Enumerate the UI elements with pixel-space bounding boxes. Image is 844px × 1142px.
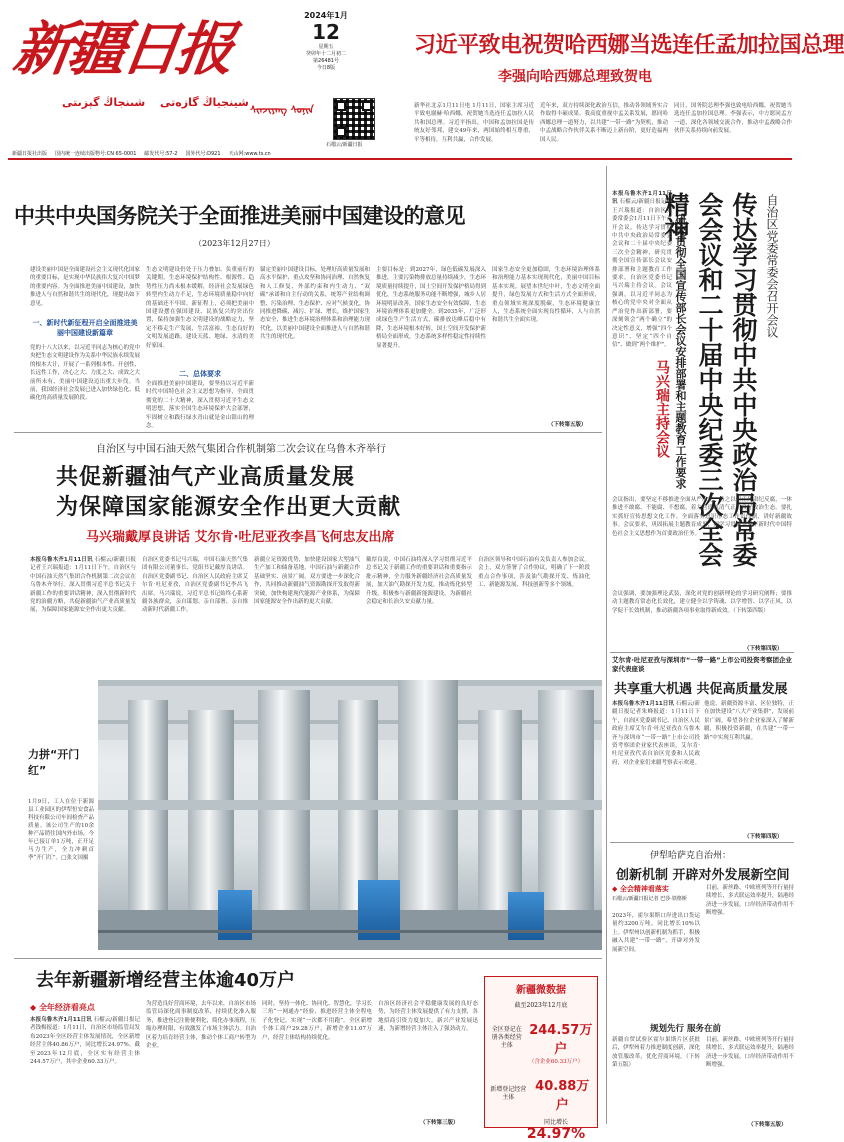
side1-lead: 本报乌鲁木齐1月11日讯: [612, 701, 674, 707]
photo-caption-box: [28, 680, 94, 950]
right-vertical-sub: 研究贯彻全国宣传部长会议安排部署和主题教育工作要求: [674, 214, 687, 489]
right-col2: 会议指出，要坚定不移推进全面从严治党，持之以恒正风肃纪反腐，一体推进不敢腐、不能腐、不想腐，着力营造风清气正的良好政治生态。要扎实抓好宣传思想文化工作，全面落实意识形态工作责任制，讲好新疆故事。会议要求，巩固拓展主题教育成果，把学习贯彻习近平新时代中国特色社会主义思想作为首要政治任务。: [612, 497, 792, 537]
oil-headline-2: 为保障国家能源安全作出更大贡献: [56, 494, 402, 520]
side2-tag: [612, 884, 669, 894]
divider-photo: [14, 958, 602, 959]
oil-lead: 本报乌鲁木齐1月11日讯: [30, 557, 93, 563]
info-website: 天山网:www.ts.cn: [228, 151, 271, 157]
divider-right-1: [610, 652, 794, 653]
divider-main: [14, 432, 602, 433]
issue-number: 第26481号: [313, 58, 339, 64]
bottom-col4: 自治区经济社会平稳健康发展的良好态势，为经营主体发展提供了有力支撑，各地招商引资力度加大，新兴产业发展迅速，为新增经营主体注入了强劲动力。: [378, 1001, 478, 1033]
right-bottom: 会议强调，要加强理论武装，深化对党的创新理论的学习研究阐释；要推动主题教育常态化长效化，建立健全以学铸魂、以学增智、以学正风、以学促干长效机制，推动新疆各项事业取得新成效。（下转第四版）: [612, 591, 792, 614]
info-foreign: 国外代号:D921: [185, 151, 221, 157]
oil-col2: 自治区党委书记马兴瑞，中国石油天然气集团有限公司董事长、党组书记戴厚良讲话。自治区党委副书记、自治区人民政府主席艾尔肯·吐尼亚孜，自治区党委副书记李昌飞出席。马兴瑞说，习近平总书记始终心系新疆各族群众，亲自谋划、亲自部署、亲自推动新时代新疆工作。: [142, 557, 248, 614]
bottom-col1: [30, 1016, 140, 1128]
oil-col4: 戴厚良说，中国石油将深入学习贯彻习近平总书记关于新疆工作的重要讲话和重要指示批示精神，全力服务新疆经济社会高质量发展，加大油气勘探开发力度，推动炼化转型升级，积极参与新疆新能源建设，为新疆社会稳定和长治久安贡献力量。: [366, 557, 472, 606]
oil-col1-text: 石榴云/新疆日报记者王兴瑞报道：1月11日下午，自治区与中国石油天然气集团合作机制第二次会议在乌鲁木齐举行。深入贯彻习近平总书记关于新疆工作的重要讲话精神，深入贯彻新时代党的治疆方略，共促新疆油气产业高质量发展，为保障国家能源安全作出更大贡献。: [30, 557, 137, 614]
bottom-continued: （下转第三版）: [420, 1120, 459, 1126]
main-intro: 建设美丽中国是全面建设社会主义现代化国家的重要目标，是实现中华民族伟大复兴中国梦的重要内容。为全面推进美丽中国建设，加快推进人与自然和谐共生的现代化，现提出如下意见。: [30, 267, 141, 307]
factory-photo: [98, 680, 602, 950]
info-bar: [12, 150, 412, 157]
infobox-value-2: 40.88万户: [535, 1079, 590, 1113]
side2-headline: 创新机制 开辟对外发展新空间: [616, 868, 790, 883]
side1-continued: （下转第四版）: [744, 834, 783, 840]
side2-continued: （下转第五版）: [748, 1122, 787, 1128]
side1-col1-text: 石榴云/新疆日报记者朱峰报道：1月11日下午，自治区党委副书记、自治区人民政府主席艾尔肯·吐尼亚孜在乌鲁木齐与深圳市“一带一路”上市公司投资考察团企业家代表座谈。艾尔肯·吐尼亚孜代表自治区党委和人民政府，对企业家们来疆考察表示欢迎。: [612, 701, 701, 766]
main-headline: 中共中央国务院关于全面推进美丽中国建设的意见: [14, 204, 465, 228]
side2-kicker: 伊犁哈萨克自治州：: [650, 851, 732, 861]
side2-col1: 2023年，霍尔果斯口岸进出口货运量约3200万吨，同比增长10%以上。伊犁州以创新机制为抓手，积极融入共建“一带一路”，开辟对外发展新空间。: [612, 913, 701, 953]
masthead-rule: [8, 158, 792, 160]
logo-uyghur: شىنجاڭ گېزىتى: [62, 96, 146, 109]
date-block: [300, 10, 352, 71]
side2-col2: 目前，新丝路、中欧班列等开行量持续增长，多式联运效率提升，陆港经济进一步发展，口岸经济带动作用不断增强。: [706, 885, 795, 917]
main-col4: 主要目标是：到2027年，绿色低碳发展深入推进，主要污染物排放总量持续减少，生态环境质量持续提升，国土空间开发保护格局得到优化，生态系统服务功能不断增强，城乡人居环境明显改善，国家生态安全有效保障，生态环境治理体系更加健全。到2035年，广泛形成绿色生产生活方式，碳排放达峰后稳中有降，生态环境根本好转，国土空间开发保护新格局全面形成，生态系统多样性稳定性持续性显著提升。: [376, 267, 487, 349]
main-section1-body: 党的十八大以来，以习近平同志为核心的党中央把生态文明建设作为关系中华民族永续发展的根本大计，开展了一系列根本性、开创性、长远性工作，决心之大、力度之大、成效之大前所未有，美丽中国建设迈出重大步伐。当前，我国经济社会发展已进入加快绿色化、低碳化的高质量发展阶段。: [30, 345, 141, 402]
top-story-subhead: 李强向哈西娜总理致贺电: [498, 69, 652, 85]
side2-col4: 目前，新丝路、中欧班列等开行量持续增长，多式联运效率提升，陆港经济进一步发展，口岸经济带动作用不断增强。: [706, 1037, 795, 1069]
side1-headline: 共享重大机遇 共促高质量发展: [614, 682, 788, 697]
bottom-col2: 为营造良好营商环境，去年以来，自治区市场监管局深化商事制度改革，持续优化准入服务，推进登记注册便利化，简化办事流程，压缩办理时限，有效激发了市场主体活力。自治区着力培育经营主体，推动个体工商户转型为企业。: [146, 1001, 257, 1050]
top-story-col3: 同日，国务院总理李强也致电哈西娜，祝贺她当选连任孟加拉国总理。李强表示，中方愿同孟方一道，深化各领域交流合作，推动中孟战略合作伙伴关系持续向前发展。: [674, 103, 792, 135]
tag-icon: ◆: [30, 1003, 39, 1012]
right-vertical-kicker: 自治区党委常委会召开会议: [765, 194, 779, 338]
main-section2-title: 二、总体要求: [179, 370, 221, 378]
side1-col1: [612, 700, 700, 840]
right-vertical-host: 马兴瑞主持会议: [654, 360, 670, 458]
oil-kicker: 自治区与中国石油天然气集团合作机制第二次会议在乌鲁木齐举行: [96, 444, 386, 455]
right-divider: [606, 166, 607, 1124]
logo-mongol: ᠰᠢᠨᠵᠢᠶᠠᠩ ᠰᠣᠨᠢᠨ: [250, 105, 314, 116]
logo: 新疆日报: [9, 15, 235, 83]
qr-caption: 石榴云/新疆日报: [326, 142, 363, 148]
main-section2-body: 全面推进美丽中国建设，要坚持以习近平新时代中国特色社会主义思想为指导，全面贯彻党的二十大精神，深入贯彻习近平生态文明思想，落实全国生态环境保护大会部署，牢固树立和践行绿水青山就是金山银山的理念。: [146, 381, 254, 430]
info-publisher: 新疆日报社出版: [12, 151, 48, 157]
divider-right-2: [610, 842, 794, 843]
side2-subtitle: 规划先行 服务在前: [650, 1024, 721, 1034]
main-date: （2023年12月27日）: [194, 239, 275, 248]
main-continued: （下转第五版）: [548, 422, 587, 428]
bottom-col3: 同时，坚持一体化、协同化、智慧化，学习长三角“一网通办”经验，推进经营主体全程电子化登记，实现“一次都不用跑”。全区新增个体工商户29.28万户，新增企业11.07万户，经营主体结构持续优化。: [262, 1001, 373, 1041]
infobox-value-1: 244.57万户: [529, 1023, 593, 1057]
infobox-subtitle: 截至2023年12月底: [514, 1002, 568, 1009]
bottom-tag-text: 全年经济看亮点: [38, 1003, 95, 1012]
right-col1-text: 石榴云/新疆日报记者王兴瑞报道：自治区党委常委会1月11日下午召开会议，传达学习贯彻中共中央政治局常委会会议和二十届中央纪委三次全会精神，研究贯彻全国宣传部长会议安排部署和主题教育工作要求。自治区党委书记马兴瑞主持会议。会议强调，以习近平同志为核心的党中央对全面从严治党作出新部署，要深刻领会“两个确立”的决定性意义，增强“四个意识”、坚定“四个自信”、做到“两个维护”。: [612, 199, 672, 349]
infobox-title: 新疆微数据: [516, 985, 566, 996]
top-story-col2: 近年来，双方持续深化政治互信，推动各领域务实合作取得丰硕成果。我高度重视中孟关系发展，愿同哈西娜总理一道努力，以共建“一带一路”为契机，推动中孟战略合作伙伴关系不断迈上新台阶，更好造福两国人民。: [540, 103, 668, 143]
date-day: 12: [312, 20, 340, 44]
infobox-label-2: 新增登记经营主体: [490, 1086, 527, 1101]
lunar-date: 癸卯年十二月初二: [305, 51, 346, 57]
side2-tag-text: 全会精神看落实: [619, 885, 669, 893]
bottom-tag: [30, 1002, 95, 1013]
main-col2: 生态文明建设仍处于压力叠加、负重前行的关键期，生态环境保护结构性、根源性、趋势性压力尚未根本缓解，经济社会发展绿色转型内生动力不足，生态环境质量稳中向好的基础还不牢固。新征程上，必须把美丽中国建设摆在强国建设、民族复兴的突出位置，保持加强生态文明建设的战略定力，坚定不移走生产发展、生活富裕、生态良好的文明发展道路，建设天蓝、地绿、水清的美好家园。: [146, 267, 254, 349]
data-infobox: [484, 976, 598, 1142]
main-col3: 锚定美丽中国建设目标，处理好高质量发展和高水平保护、重点攻坚和协同治理、自然恢复和人工修复、外部约束和内生动力、“双碳”承诺和自主行动的关系，统筹产业结构调整、污染治理、生态保护、应对气候变化，协同推进降碳、减污、扩绿、增长，维护国家生态安全，推进生态环境治理体系和治理能力现代化，以美丽中国建设全面推进人与自然和谐共生的现代化。: [260, 267, 371, 341]
infobox-note-1: （含企业60.33万户）: [528, 1059, 584, 1065]
infobox-label-1: 全区登记在册各类经营主体: [491, 1026, 522, 1049]
info-postal: 邮发代号:57-2: [144, 151, 178, 157]
side1-kicker: 艾尔肯·吐尼亚孜与深圳市“一带一路”上市公司投资考察团企业家代表座谈: [612, 656, 793, 673]
top-story-headline: 习近平致电祝贺哈西娜当选连任孟加拉国总理: [414, 33, 844, 58]
oil-headline-1: 共促新疆油气产业高质量发展: [56, 464, 356, 490]
oil-col3: 新疆立足资源优势，加快建设国家大型油气生产加工和储备基地，中国石油与新疆合作基础坚实、前景广阔。双方要进一步深化合作，共同推动新疆油气资源勘探开发取得新突破，加快构建现代能源产业体系，为保障国家能源安全作出新的更大贡献。: [254, 557, 360, 606]
weekday: 星期五: [318, 44, 334, 50]
main-section1-title: 一、新时代新征程开启全面推进美丽中国建设新篇章: [32, 319, 138, 337]
right-continued: （下转第四版）: [744, 646, 783, 652]
page-count: 今日8版: [316, 65, 336, 71]
side2-intro: 石榴云/新疆日报记者 巴莎·铁格斯: [612, 896, 687, 902]
top-story-col1: 新华社北京1月11日电 1月11日，国家主席习近平致电谢赫·哈西娜，祝贺她当选连任孟加拉人民共和国总理。习近平指出，中国和孟加拉国是传统友好邻邦，建交49年来，两国始终相互尊重、平等相待，互利共赢，合作发展。: [414, 103, 534, 143]
side2-col3: 新疆自贸试验区霍尔果斯片区获批后，伊犁州着力推进制度创新，深化放管服改革，优化营商环境。（下转第五版）: [612, 1037, 701, 1069]
photo-caption: 1月9日，工人在位于新源县工业园区的伊犁恒安食品科技有限公司车间检查产品质量。该公司生产的10余种产品销往国内外市场，今年已接订单1万吨，正开足马力生产，全力冲刺首季“开门红”。□张文国摄: [28, 799, 95, 861]
infobox-value-3: 24.97%: [526, 1126, 586, 1142]
oil-subhead: 马兴瑞戴厚良讲话 艾尔肯·吐尼亚孜李昌飞何忠友出席: [86, 530, 395, 545]
factory-pipes-illustration: [98, 680, 602, 950]
right-vertical-headline: 传达学习贯彻中共中央政治局常委会会议和二十届中央纪委三次全会精神: [661, 192, 758, 567]
logo-kazakh: شينجياڭ گازەتى: [160, 96, 249, 109]
bottom-lead: 本报乌鲁木齐1月11日讯: [30, 1017, 92, 1023]
oil-col5: 自治区领导和中国石油有关负责人参加会议。会上，双方签署了合作协议，明确了下一阶段重点合作事项，涉及油气勘探开发、炼油化工、新能源发展、科技创新等多个领域。: [478, 557, 590, 589]
bottom-col1-text: 石榴云/新疆日报记者钱梅报道：1月11日，自治区市场监管局发布2023年全区经营主体发展情况，全区新增经营主体40.86万户，同比增长24.97%。截至2023年12月底，全区实有经营主体244.57万户，其中企业60.33万户。: [30, 1017, 141, 1066]
side1-col2: 他说，新疆资源丰富、区位独特，正在加快建设“八大产业集群”，发展前景广阔。希望各位企业家深入了解新疆，积极投资新疆，在共建“一带一路”中实现互利共赢。: [704, 701, 794, 741]
qr-code[interactable]: [333, 98, 375, 140]
right-lead: 本报乌鲁木齐1月11日讯: [612, 191, 672, 206]
infobox-label-3: 同比增长: [543, 1119, 568, 1126]
tag-icon: ◆: [612, 885, 620, 893]
main-col5: 国家生态安全更加稳固，生态环境治理体系和治理能力基本实现现代化，美丽中国目标基本实现。展望本世纪中叶，生态文明全面提升，绿色发展方式和生活方式全面形成，重点领域实现深度脱碳，生态环境健康宜人，生态系统全面实现良性循环，人与自然和谐共生全面实现。: [492, 267, 600, 324]
bottom-headline: 去年新疆新增经营主体逾40万户: [36, 970, 296, 991]
info-cn: 国内统一连续出版物号:CN 65-0001: [55, 151, 137, 157]
date-year-month: 2024年1月: [304, 11, 348, 20]
oil-col1: [30, 556, 136, 676]
photo-title: 力拼“开门红”: [28, 748, 80, 777]
